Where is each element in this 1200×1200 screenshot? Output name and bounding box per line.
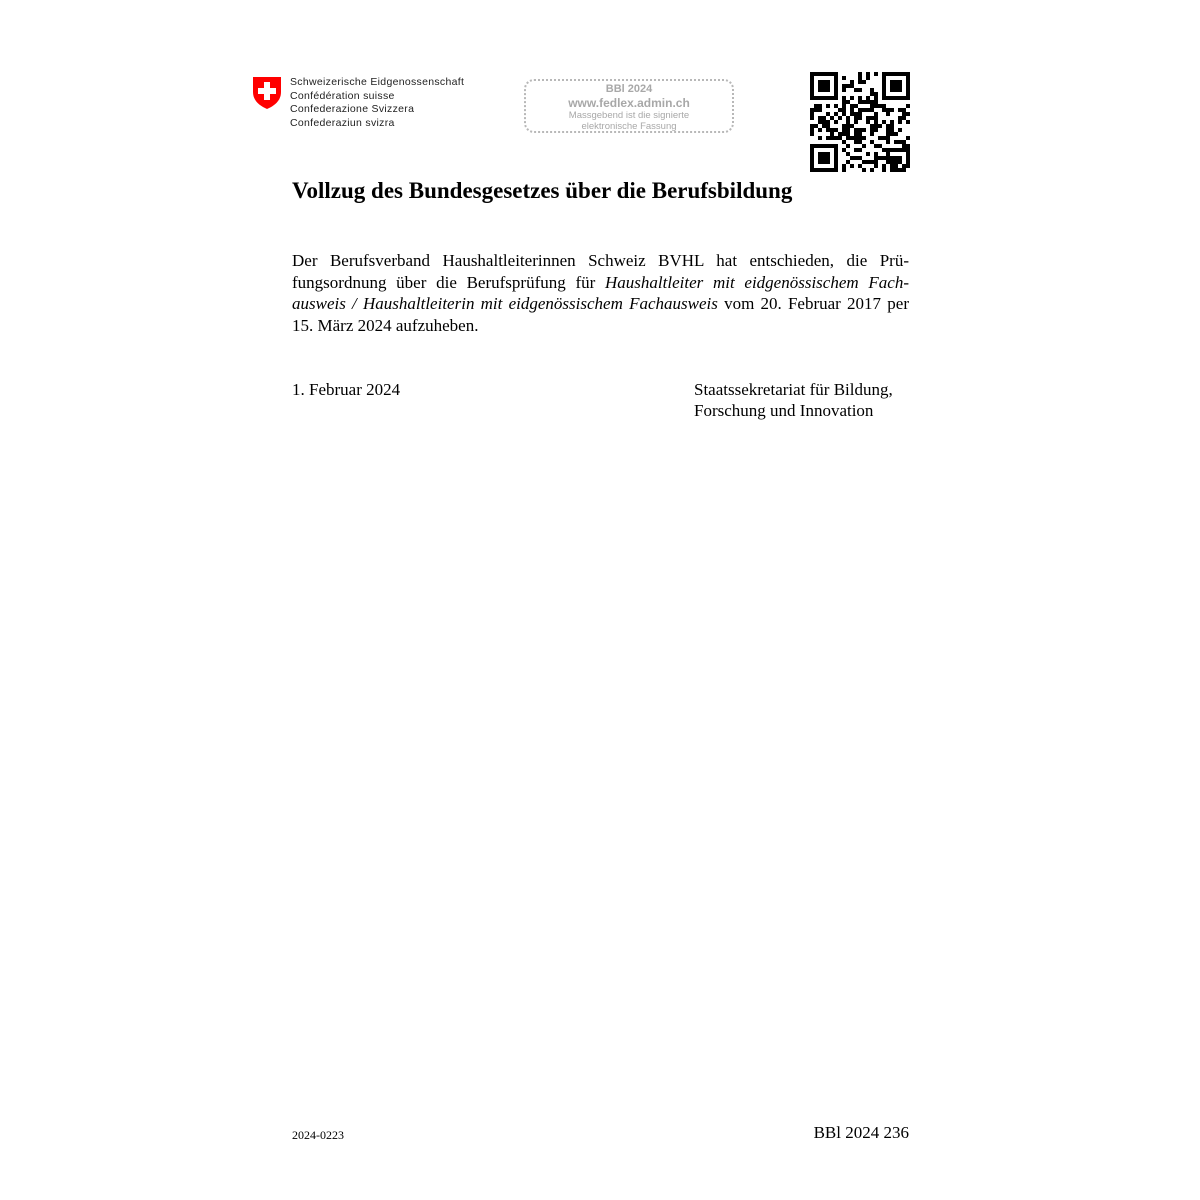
publication-reference: BBl 2024 236: [813, 1123, 909, 1142]
decision-paragraph: [292, 250, 909, 336]
stamp-note-1: Massgebend ist die signierte: [568, 110, 690, 121]
confederation-name-rm: Confederaziun svizra: [290, 116, 395, 129]
paragraph-text-start: Der Berufsverband Haushaltleiterinnen Schweiz BVHL hat entschieden, die Prüfungsordnung über die Berufsprüfung für: [292, 251, 909, 292]
signature-date: 1. Februar 2024: [292, 380, 401, 399]
issuing-office: [694, 379, 893, 421]
document-title: Vollzug des Bundesgesetzes über die Berufsbildung: [292, 178, 793, 203]
stamp-url: www.fedlex.admin.ch: [568, 96, 690, 110]
stamp-publication: BBl 2024: [605, 83, 653, 95]
confederation-name-it: Confederazione Svizzera: [290, 103, 415, 115]
stamp-note-2: elektronische Fassung: [581, 121, 677, 132]
paragraph-text-end: vom 20. Februar 2017 per 15. März 2024 aufzuheben.: [292, 294, 909, 335]
confederation-name-fr: Confédération suisse: [290, 89, 395, 102]
issuing-office-line-2: Forschung und Innovation: [694, 401, 874, 420]
qr-code-icon: [810, 72, 910, 172]
confederation-names: [290, 76, 464, 130]
paragraph-qualification-title: Haushaltleiter mit eidgenössischem Fachausweis / Haushaltleiterin mit eidgenössischem Fachausweis: [292, 272, 909, 313]
publication-stamp: [524, 79, 734, 133]
swiss-coat-of-arms-icon: [252, 76, 282, 110]
document-number: 2024-0223: [292, 1128, 344, 1142]
issuing-office-line-1: Staatssekretariat für Bildung,: [694, 380, 893, 399]
document-header: [250, 72, 912, 174]
confederation-name-de: Schweizerische Eidgenossenschaft: [290, 76, 465, 88]
